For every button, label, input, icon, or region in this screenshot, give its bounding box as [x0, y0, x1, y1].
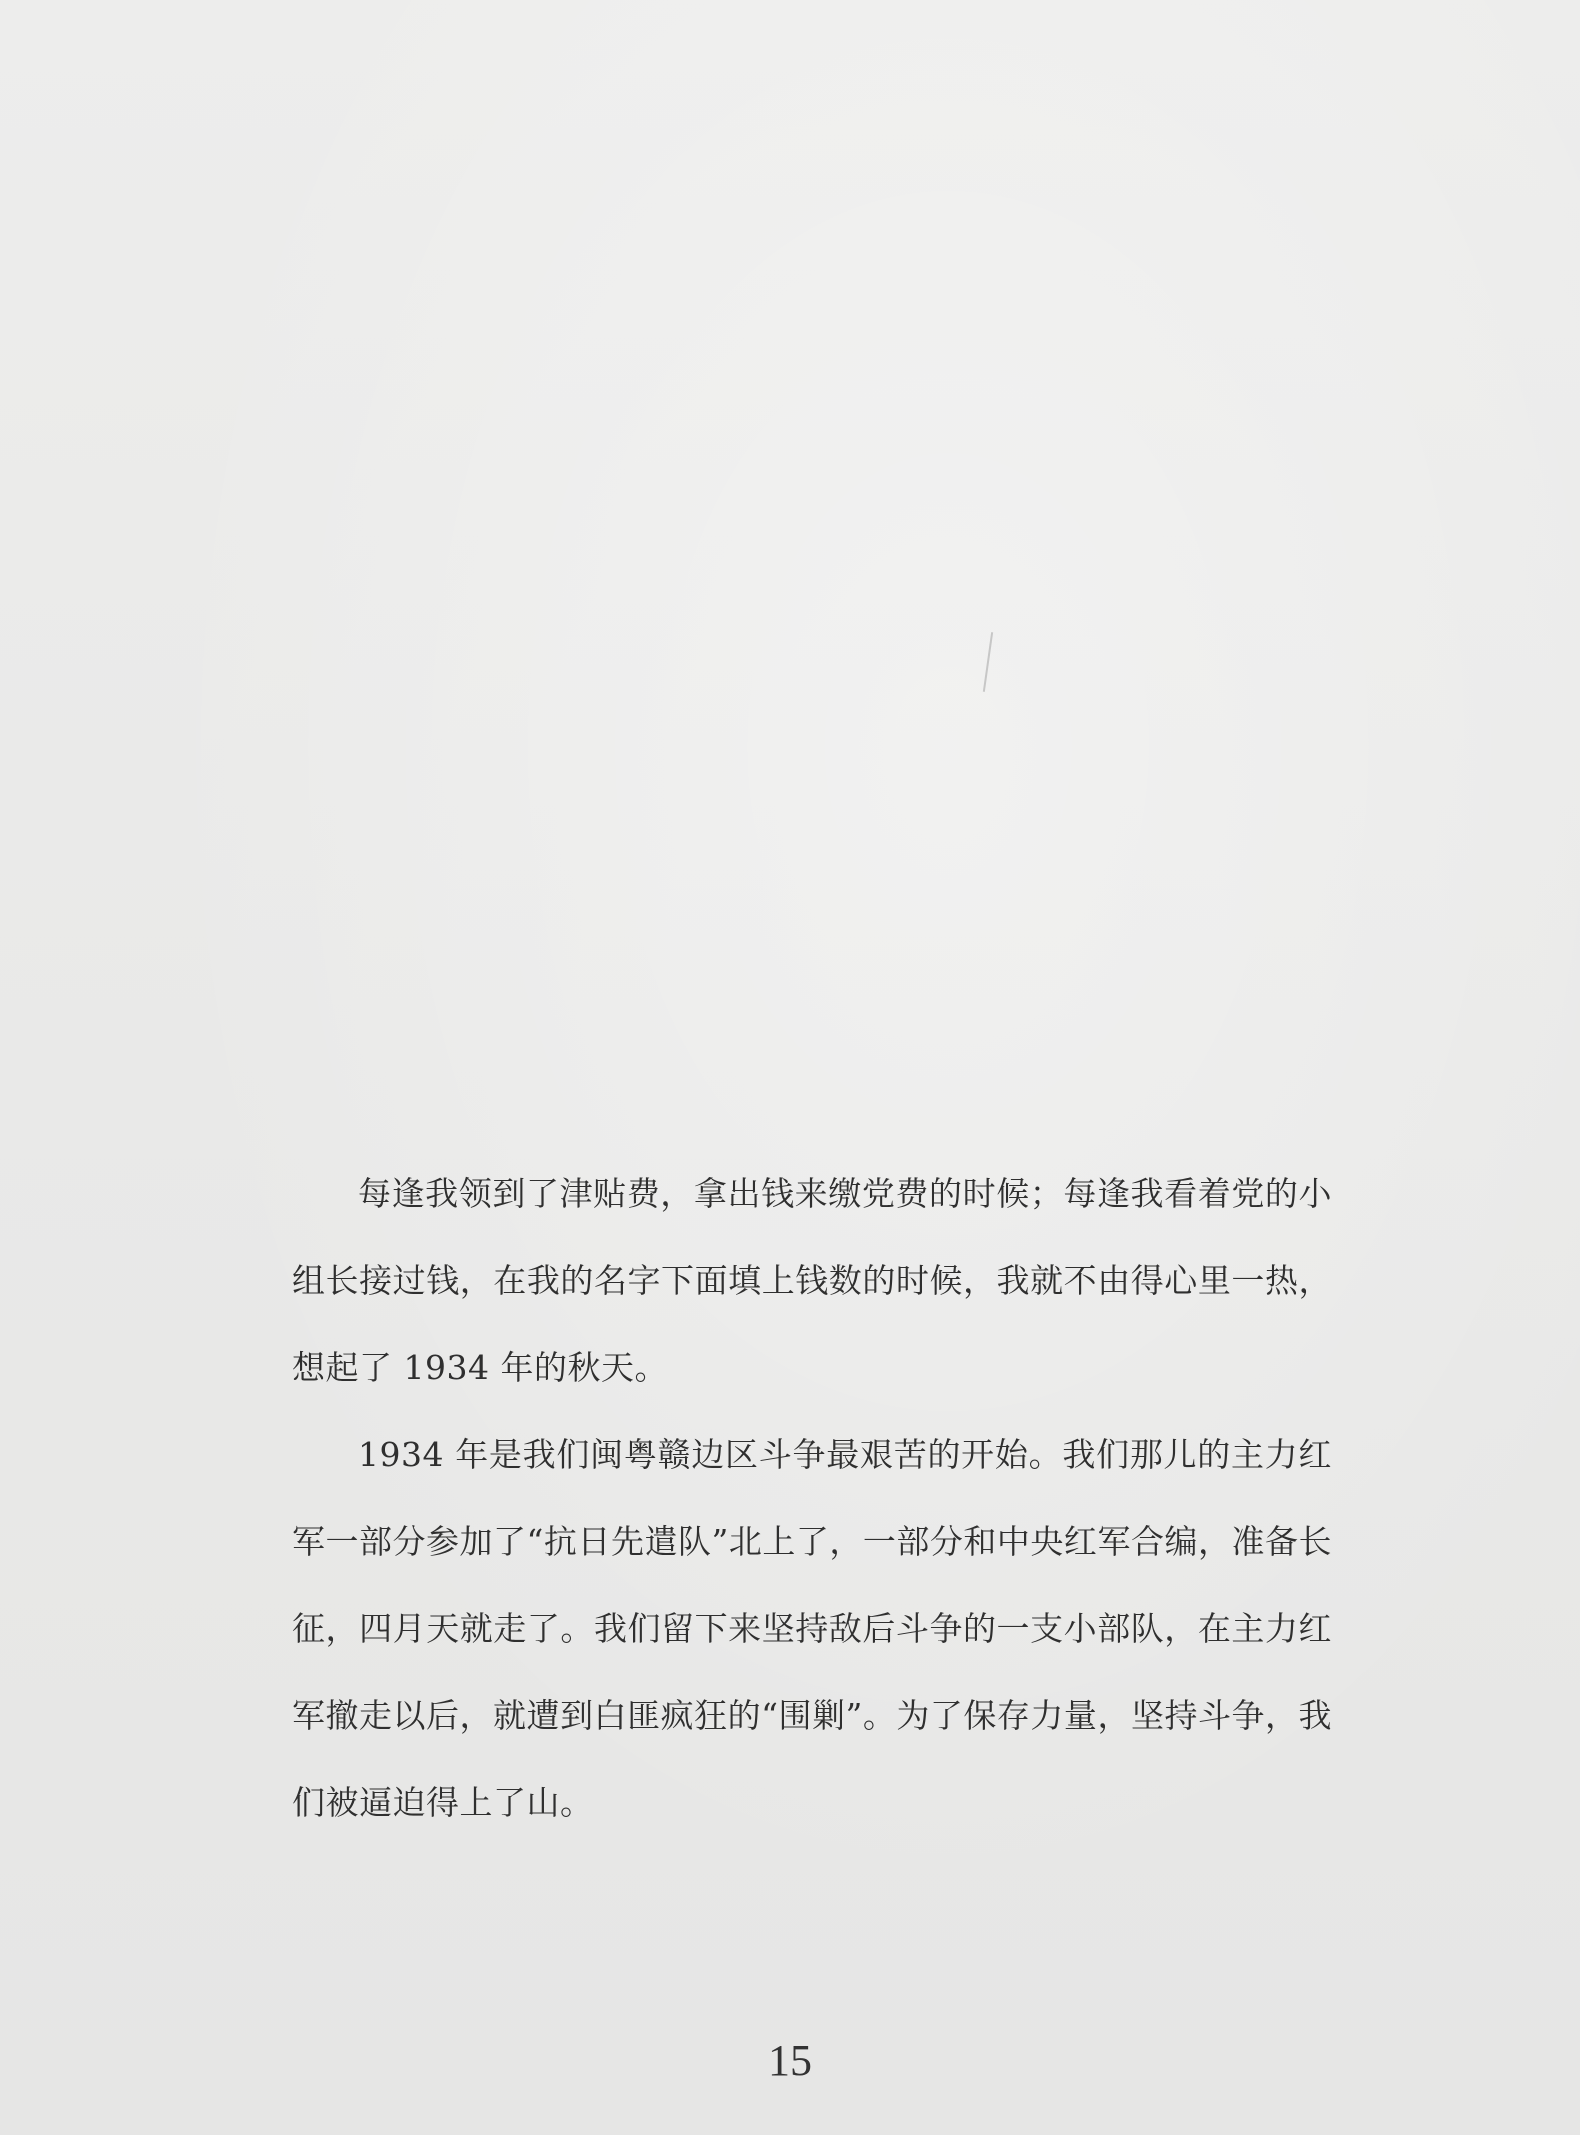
- paragraph-2: 1934 年是我们闽粤赣边区斗争最艰苦的开始。我们那儿的主力红军一部分参加了“抗日先遣队”北上了，一部分和中央红军合编，准备长征，四月天就走了。我们留下来坚持敌后斗争的一支小部队，在主力红军撤走以后，就遭到白匪疯狂的“围剿”。为了保存力量，坚持斗争，我们被逼迫得上了山。: [292, 1435, 1332, 1822]
- body-text: [292, 1150, 1332, 1846]
- paper-mark: [983, 632, 993, 692]
- page-number: 15: [768, 2036, 812, 2085]
- paragraph-1: 每逢我领到了津贴费，拿出钱来缴党费的时候；每逢我看着党的小组长接过钱，在我的名字下面填上钱数的时候，我就不由得心里一热，想起了 1934 年的秋天。: [292, 1174, 1332, 1387]
